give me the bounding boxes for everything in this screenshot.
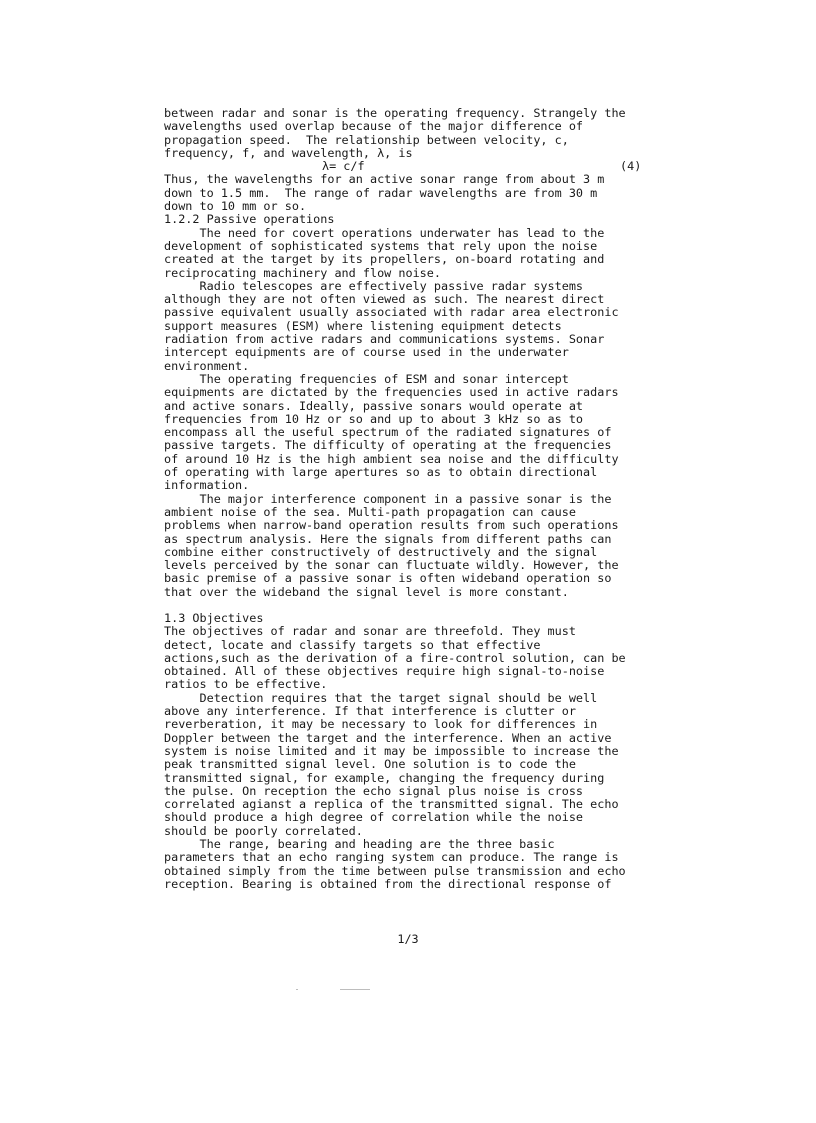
text-line: detect, locate and classify targets so that effective: [164, 637, 541, 652]
equation-number: (4): [620, 159, 642, 174]
text-line: Detection requires that the target signal should be well: [164, 690, 598, 705]
text-line: support measures (ESM) where listening equipment detects: [164, 318, 562, 333]
text-line: wavelengths used overlap because of the major difference of: [164, 119, 584, 134]
text-line: problems when narrow-band operation results from such operations: [164, 518, 619, 533]
text-line: transmitted signal, for example, changing the frequency during: [164, 770, 605, 785]
text-line: although they are not often viewed as such. The nearest direct: [164, 292, 605, 307]
text-line: actions,such as the derivation of a fire-control solution, can be: [164, 650, 626, 665]
text-line: passive targets. The difficulty of operating at the frequencies: [164, 438, 612, 453]
text-line: encompass all the useful spectrum of the radiated signatures of: [164, 425, 612, 440]
text-line: that over the wideband the signal level is more constant.: [164, 584, 569, 599]
text-line: intercept equipments are of course used in the underwater: [164, 345, 569, 360]
text-line: down to 1.5 mm. The range of radar wavelengths are from 30 m: [164, 185, 598, 200]
text-line: levels perceived by the sonar can fluctuate wildly. However, the: [164, 558, 619, 573]
text-line: Doppler between the target and the interference. When an active: [164, 730, 612, 745]
text-line: should produce a high degree of correlation while the noise: [164, 810, 584, 825]
text-line: the pulse. On reception the echo signal plus noise is cross: [164, 783, 584, 798]
text-line: peak transmitted signal level. One solution is to code the: [164, 757, 576, 772]
text-line: The objectives of radar and sonar are threefold. They must: [164, 624, 576, 639]
text-line: The major interference component in a passive sonar is the: [164, 491, 612, 506]
text-line: equipments are dictated by the frequencies used in active radars: [164, 385, 619, 400]
text-line: frequency, f, and wavelength, λ, is: [164, 145, 413, 160]
text-line: parameters that an echo ranging system can produce. The range is: [164, 850, 619, 865]
equation-body: λ= c/f: [322, 159, 365, 174]
paragraph: [164, 280, 664, 373]
text-line: information.: [164, 478, 250, 493]
page-number: 1/3: [397, 932, 419, 946]
text-line: of operating with large apertures so as to obtain directional: [164, 465, 598, 480]
section-heading-1-2-2: 1.2.2 Passive operations: [164, 212, 335, 227]
paragraph: [164, 373, 664, 493]
text-line: basic premise of a passive sonar is often wideband operation so: [164, 571, 612, 586]
text-line: Thus, the wavelengths for an active sonar range from about 3 m: [164, 172, 605, 187]
text-line: created at the target by its propellers, on-board rotating and: [164, 252, 605, 267]
text-line: down to 10 mm or so.: [164, 199, 307, 214]
text-line: The operating frequencies of ESM and sonar intercept: [164, 371, 569, 386]
text-line: correlated agianst a replica of the transmitted signal. The echo: [164, 797, 619, 812]
text-line: of around 10 Hz is the high ambient sea noise and the difficulty: [164, 451, 619, 466]
paragraph: [164, 692, 664, 838]
text-line: frequencies from 10 Hz or so and up to about 3 kHz so as to: [164, 411, 584, 426]
text-line: radiation from active radars and communications systems. Sonar: [164, 332, 605, 347]
text-line: and active sonars. Ideally, passive sonars would operate at: [164, 398, 584, 413]
paragraph: [164, 227, 664, 280]
text-line: above any interference. If that interference is clutter or: [164, 704, 576, 719]
text-line: combine either constructively of destructively and the signal: [164, 544, 598, 559]
text-line: reciprocating machinery and flow noise.: [164, 265, 441, 280]
text-line: reception. Bearing is obtained from the directional response of: [164, 876, 612, 891]
text-line: between radar and sonar is the operating frequency. Strangely the: [164, 106, 626, 120]
text-line: system is noise limited and it may be impossible to increase the: [164, 743, 619, 758]
paragraph: [164, 838, 664, 891]
section-heading-1-3: 1.3 Objectives: [164, 610, 264, 625]
text-line: obtained simply from the time between pulse transmission and echo: [164, 863, 626, 878]
text-line: The need for covert operations underwater has lead to the: [164, 225, 605, 240]
scan-artifact: [296, 989, 298, 990]
text-line: as spectrum analysis. Here the signals from different paths can: [164, 531, 612, 546]
text-line: The range, bearing and heading are the three basic: [164, 837, 555, 852]
intro-paragraph: [164, 107, 664, 213]
paragraph: [164, 493, 664, 599]
text-line: passive equivalent usually associated with radar area electronic: [164, 305, 619, 320]
text-line: obtained. All of these objectives require high signal-to-noise: [164, 664, 605, 679]
text-line: ambient noise of the sea. Multi-path propagation can cause: [164, 504, 576, 519]
paragraph: [164, 625, 664, 691]
text-line: propagation speed. The relationship between velocity, c,: [164, 132, 569, 147]
scan-artifact: [340, 989, 370, 990]
text-line: development of sophisticated systems that rely upon the noise: [164, 238, 598, 253]
text-line: reverberation, it may be necessary to look for differences in: [164, 717, 598, 732]
text-line: ratios to be effective.: [164, 677, 328, 692]
equation: [164, 160, 664, 173]
text-line: should be poorly correlated.: [164, 823, 363, 838]
text-line: Radio telescopes are effectively passive radar systems: [164, 278, 584, 293]
text-line: environment.: [164, 358, 250, 373]
document-page: [164, 107, 664, 891]
